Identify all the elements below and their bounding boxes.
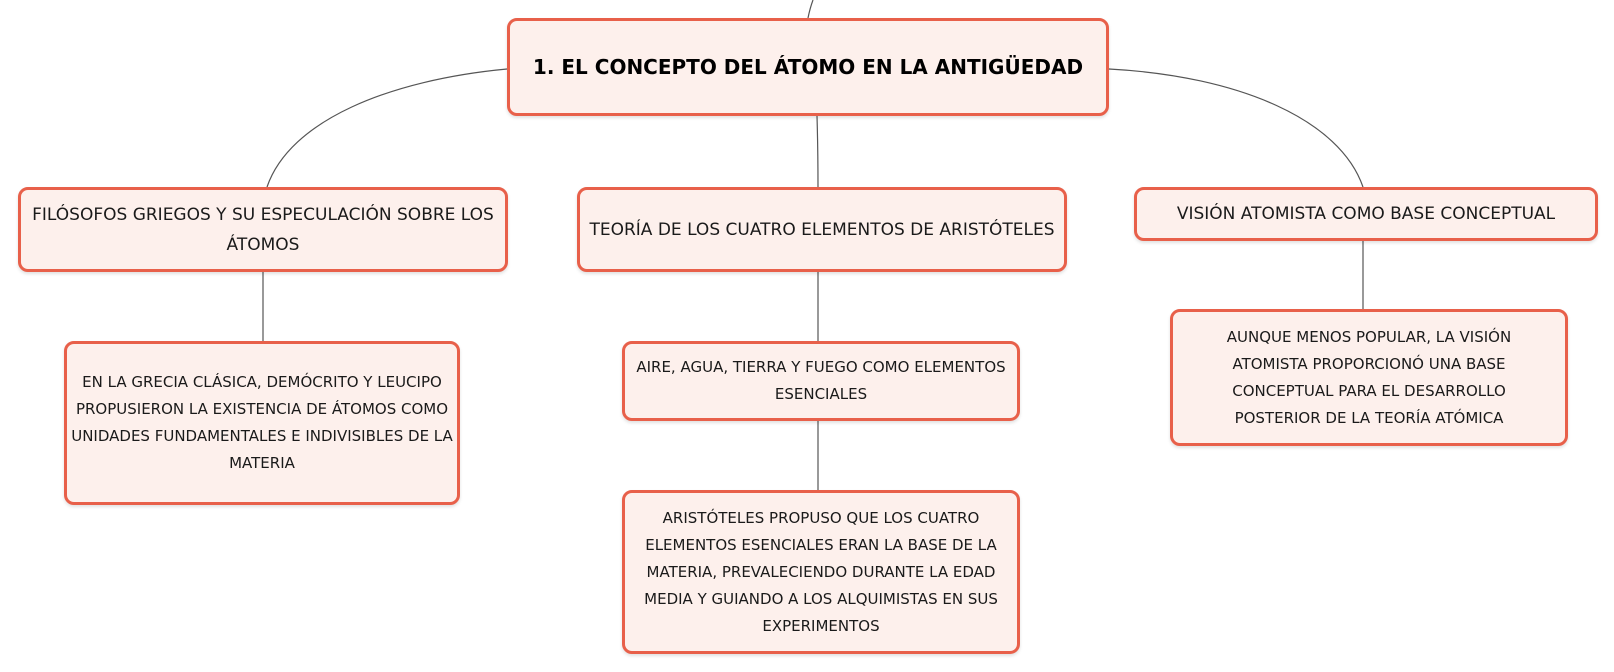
subtopic-label: AUNQUE MENOS POPULAR, LA VISIÓN ATOMISTA PROPORCIONÓ UNA BASE CONCEPTUAL PARA EL DESARROLLO POSTERIOR DE LA TEORÍA ATÓMICA: [1226, 327, 1512, 427]
subtopic-base-conceptual[interactable]: [1170, 309, 1568, 446]
connector-root-to-branch-1: [267, 69, 507, 187]
branch-topic-filosofos-griegos[interactable]: [18, 187, 508, 272]
connector-root-to-branch-3: [1109, 69, 1363, 187]
subtopic-aristoteles-propuso[interactable]: [622, 490, 1020, 654]
branch-topic-label: FILÓSOFOS GRIEGOS Y SU ESPECULACIÓN SOBRE LOS ÁTOMOS: [32, 204, 494, 255]
root-topic[interactable]: [507, 18, 1109, 116]
subtopic-label: ARISTÓTELES PROPUSO QUE LOS CUATRO ELEMENTOS ESENCIALES ERAN LA BASE DE LA MATERIA, PREVALECIENDO DURANTE LA EDAD MEDIA Y GUIANDO A LOS ALQUIMISTAS EN SUS EXPERIMENTOS: [644, 508, 998, 635]
subtopic-label: EN LA GRECIA CLÁSICA, DEMÓCRITO Y LEUCIPO PROPUSIERON LA EXISTENCIA DE ÁTOMOS COMO UNIDADES FUNDAMENTALES E INDIVISIBLES DE LA MATERIA: [71, 373, 453, 472]
subtopic-label: AIRE, AGUA, TIERRA Y FUEGO COMO ELEMENTOS ESENCIALES: [636, 358, 1006, 403]
subtopic-democrito-leucipo[interactable]: [64, 341, 460, 505]
branch-topic-cuatro-elementos[interactable]: [577, 187, 1067, 272]
branch-topic-label: TEORÍA DE LOS CUATRO ELEMENTOS DE ARISTÓTELES: [589, 219, 1055, 240]
root-topic-label: 1. EL CONCEPTO DEL ÁTOMO EN LA ANTIGÜEDAD: [532, 55, 1084, 79]
subtopic-elementos-esenciales[interactable]: [622, 341, 1020, 421]
branch-topic-label: VISIÓN ATOMISTA COMO BASE CONCEPTUAL: [1176, 204, 1556, 224]
connector-root-to-branch-2: [817, 116, 818, 187]
connector-incoming-root: [808, 0, 813, 18]
branch-topic-vision-atomista[interactable]: [1134, 187, 1598, 241]
